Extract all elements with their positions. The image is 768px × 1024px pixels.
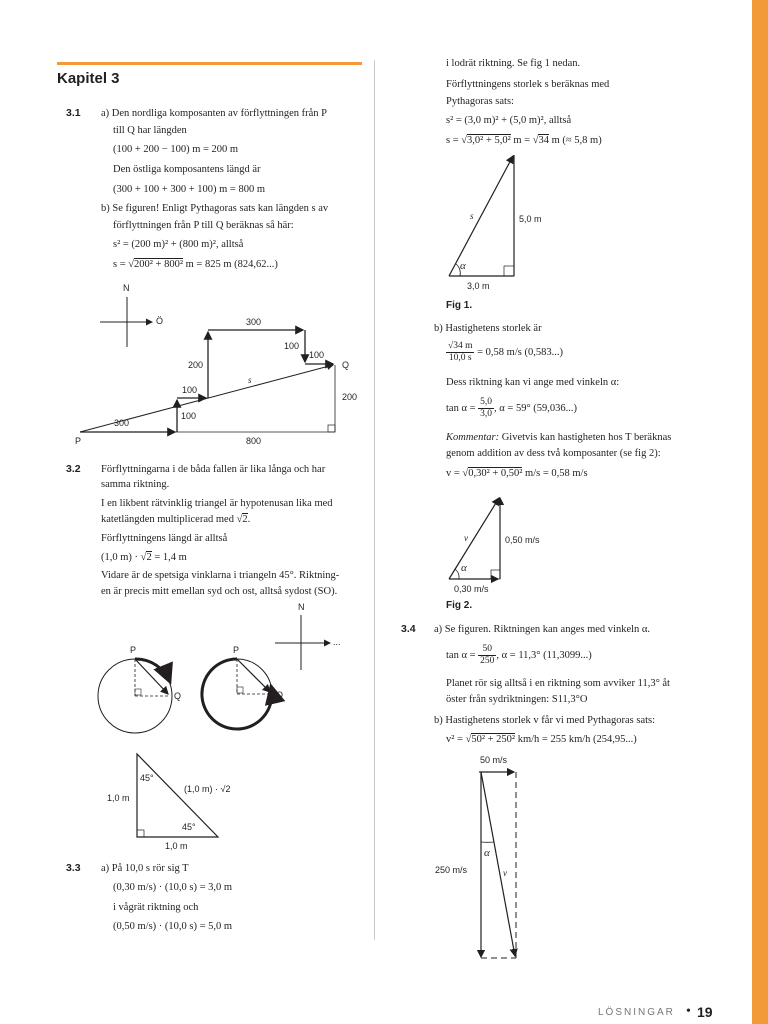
point-q-label: Q (276, 690, 284, 700)
alpha-label: α (461, 562, 467, 574)
numerator: 5,0 (480, 397, 493, 407)
alpha-label: α (484, 847, 490, 859)
dim-label: 300 (246, 317, 262, 327)
text-line: öster från sydriktningen: S11,3°O (446, 694, 588, 705)
text-line: Förflyttningarna i de båda fallen är lika långa och har (101, 464, 326, 475)
sqrt-symbol: √ (532, 135, 539, 146)
text-line: Planet rör sig alltså i en riktning som avviker 11,3° åt (446, 678, 670, 689)
east-label: Ö (156, 316, 164, 326)
formula-line: (0,30 m/s) · (10,0 s) = 3,0 m (113, 882, 233, 893)
text-line: a) Den nordliga komposanten av förflyttningen från P (101, 108, 327, 119)
footer-bullet: • (686, 1004, 691, 1019)
hypotenuse-label: (1,0 m) · √2 (184, 784, 231, 794)
formula-line: (300 + 100 + 300 + 100) m = 800 m (113, 184, 266, 195)
formula-part: v = (446, 468, 463, 479)
numerator: √34 m (448, 341, 473, 351)
text-line: b) Hastighetens storlek är (434, 323, 542, 334)
text-part: Givetvis kan hastigheten hos T beräknas (499, 432, 672, 443)
formula-part: m (≈ 5,8 m) (548, 135, 602, 146)
radicand: 200² + 800² (134, 259, 183, 270)
sqrt-symbol: √ (461, 135, 468, 146)
angle-label: 45° (140, 773, 154, 783)
angle-label: 45° (182, 822, 196, 832)
bottom-label: 0,30 m/s (454, 584, 489, 594)
radicand: 50² + 250² (471, 734, 516, 745)
point-p-label: P (130, 645, 137, 655)
radicand: 34 (538, 135, 549, 146)
dim-label: 200 (188, 360, 204, 370)
sqrt-symbol: √ (140, 552, 147, 563)
radicand: 0,30² + 0,50² (468, 468, 523, 479)
sqrt-symbol: √ (465, 734, 472, 745)
dim-label: 800 (246, 436, 262, 446)
sqrt-symbol: √ (462, 468, 469, 479)
fig-2-caption: Fig 2. (446, 600, 473, 611)
text-line: en är precis mitt emellan syd och ost, alltså sydost (SO). (101, 586, 338, 597)
point-p-label: P (233, 645, 240, 655)
text-line: i lodrät riktning. Se fig 1 nedan. (446, 58, 581, 69)
formula-part: m = 825 m (824,62...) (183, 259, 278, 270)
text-line: Den östliga komposantens längd är (113, 164, 261, 175)
formula-part: v² = (446, 734, 466, 745)
text-line: b) Hastighetens storlek v får vi med Pythagoras sats: (434, 715, 656, 726)
dim-label: 100 (309, 350, 325, 360)
radicand: 2 (146, 552, 152, 563)
north-label: N (298, 602, 305, 612)
top-label: 50 m/s (480, 755, 508, 765)
formula-part: = 1,4 m (151, 552, 187, 563)
radicand: 2 (242, 514, 248, 525)
problem-number-3-4: 3.4 (401, 623, 416, 635)
denominator: 10,0 s (448, 353, 472, 363)
formula-part: tan α = (446, 649, 479, 661)
caption-text: Fig 2 (446, 600, 470, 611)
radicand: 3,0² + 5,0² (467, 135, 511, 146)
v-label: v (503, 868, 507, 878)
formula-line: s² = (3,0 m)² + (5,0 m)², alltså (446, 115, 572, 126)
bottom-label: 1,0 m (165, 841, 188, 851)
s-label: s (470, 211, 474, 221)
numerator: 50 (478, 644, 496, 656)
formula-part: tan α = (446, 402, 479, 414)
dim-label: 100 (182, 385, 198, 395)
text-line: a) På 10,0 s rör sig T (101, 863, 189, 874)
formula-line: (0,50 m/s) · (10,0 s) = 5,0 m (113, 921, 233, 932)
text-line: genom addition av dess två komposanter (se fig 2): (446, 448, 661, 459)
point-p-label: P (75, 436, 82, 446)
problem-number-3-2: 3.2 (66, 463, 81, 475)
text-line: Förflyttningens längd är alltså (101, 533, 228, 544)
formula-part: (1,0 m) · (101, 552, 141, 563)
side-label: 5,0 m (519, 214, 542, 224)
comment-label: Kommentar: (446, 432, 500, 443)
s-label: s (248, 375, 252, 385)
formula-part: , α = 59° (59,036...) (494, 402, 578, 414)
v-label: v (464, 533, 468, 543)
formula-part: = 0,58 m/s (0,583...) (474, 346, 563, 358)
formula-line: (100 + 200 − 100) m = 200 m (113, 144, 239, 155)
formula-part: km/h = 255 km/h (254,95...) (515, 734, 637, 745)
page-number: 19 (697, 1004, 713, 1020)
formula-part: s = (446, 135, 462, 146)
dim-label: 100 (181, 411, 197, 421)
formula-part: s = (113, 259, 129, 270)
side-label: 1,0 m (107, 793, 130, 803)
text-line: förflyttningen från P till Q beräknas så här: (113, 220, 294, 231)
fig-1-caption: Fig 1. (446, 300, 473, 311)
dim-label: 200 (342, 392, 358, 402)
denominator: 3,0 (480, 409, 493, 419)
dim-label: 100 (284, 341, 300, 351)
sqrt-symbol: √ (128, 259, 135, 270)
footer-label: LÖSNINGAR (598, 1007, 675, 1018)
formula-part: m = (510, 135, 533, 146)
text-part: katetlängden multiplicerad med (101, 514, 237, 525)
problem-number-3-1: 3.1 (66, 107, 81, 119)
point-q-label: Q (342, 360, 350, 370)
side-label: 0,50 m/s (505, 535, 540, 545)
text-line: Vidare är de spetsiga vinklarna i triangeln 45°. Riktning- (101, 570, 340, 581)
text-line: i vågrät riktning och (113, 902, 199, 913)
north-label: N (123, 283, 130, 293)
dim-label: 300 (114, 418, 130, 428)
sqrt-symbol: √ (236, 514, 243, 525)
point-q-label: Q (174, 691, 182, 701)
formula-line: s² = (200 m)² + (800 m)², alltså (113, 239, 244, 250)
east-label: ... (333, 637, 341, 647)
alpha-label: α (460, 260, 466, 272)
formula-part: , α = 11,3° (11,3099...) (496, 649, 592, 661)
caption-text: Fig 1 (446, 300, 470, 311)
text-line: Förflyttningens storlek s beräknas med (446, 79, 610, 90)
text-line: a) Se figuren. Riktningen kan anges med vinkeln α. (434, 624, 651, 635)
text-line: Dess riktning kan vi ange med vinkeln α: (446, 377, 620, 388)
denominator: 250 (480, 656, 495, 666)
formula-part: m/s = 0,58 m/s (522, 468, 588, 479)
text-line: till Q har längden (113, 125, 187, 136)
text-line: samma riktning. (101, 479, 170, 490)
left-label: 250 m/s (435, 865, 468, 875)
bottom-label: 3,0 m (467, 281, 490, 291)
chapter-title: Kapitel 3 (57, 70, 120, 87)
text-part: . (247, 514, 251, 525)
text-line: I en likbent rätvinklig triangel är hypotenusan lika med (101, 498, 333, 509)
text-line: b) Se figuren! Enligt Pythagoras sats kan längden s av (101, 203, 329, 214)
text-line: Pythagoras sats: (446, 96, 514, 107)
problem-number-3-3: 3.3 (66, 862, 81, 874)
